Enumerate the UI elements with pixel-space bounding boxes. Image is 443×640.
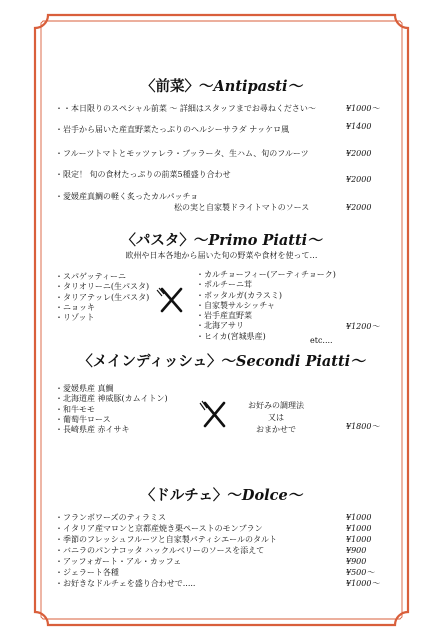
pasta-shapes-list — [55, 272, 149, 323]
dolce-item-1: ・フランボワーズのティラミス — [55, 513, 166, 522]
antipasti-item-3: ・フルーツトマトとモッツァレラ・ブッラータ、生ハム、旬のフルーツ — [55, 149, 309, 158]
pasta-ingredient: ・カルチョーフィー(アーティチョーク) — [196, 270, 336, 279]
antipasti-price-5: ¥2000 — [346, 203, 372, 212]
dolce-item-5: ・アッフォガート・アル・カッフェ — [55, 557, 182, 566]
pasta-ingredient: ・ボッタルガ(カラスミ) — [196, 290, 283, 300]
antipasti-item-2: ・岩手から届いた産直野菜たっぷりのヘルシーサラダ ナッケロ風 — [55, 125, 290, 134]
dolce-price-7: ¥1000～ — [346, 579, 380, 588]
dolce-item-7: ・お好きなドルチェを盛り合わせで..... — [55, 579, 196, 588]
pasta-price: ¥1200～ — [346, 322, 380, 331]
pasta-shape: ・タリアテッレ(生パスタ) — [55, 292, 150, 302]
secondi-price: ¥1800～ — [346, 422, 380, 431]
dolce-price-2: ¥1000 — [346, 524, 372, 533]
antipasti-price-2: ¥1400 — [346, 122, 372, 131]
secondi-heading: 〈メインディッシュ〉～Secondi Piatti～ — [78, 353, 365, 370]
pasta-ingredient: ・自家製サルシッチャ — [196, 300, 275, 310]
pasta-subtitle: 欧州や日本各地から届いた旬の野菜や食材を使って… — [125, 251, 318, 260]
antipasti-price-4: ¥2000 — [346, 175, 372, 184]
secondi-list — [55, 384, 168, 435]
dolce-price-4: ¥900 — [346, 546, 367, 555]
secondi-item: ・和牛モモ — [55, 404, 95, 414]
antipasti-item-5-sub: 松の実と自家製ドライトマトのソース — [174, 203, 310, 212]
antipasti-price-1: ¥1000～ — [346, 104, 380, 113]
antipasti-item-5: ・愛媛産真鯛の軽く炙ったカルパッチョ — [55, 192, 199, 201]
pasta-etc: etc.... — [310, 336, 333, 345]
pasta-ingredient: ・岩手産直野菜 — [196, 311, 252, 321]
pasta-shape: ・タリオリーニ(生パスタ) — [55, 282, 150, 292]
pasta-ingredient: ・ポルチーニ茸 — [196, 280, 252, 290]
dolce-item-3: ・季節のフレッシュフルーツと自家製パティシエールのタルト — [55, 535, 277, 544]
dolce-price-6: ¥500～ — [346, 568, 375, 577]
secondi-item: ・北海道産 神威豚(カムイトン) — [55, 394, 168, 404]
secondi-item: ・長崎県産 赤イサキ — [55, 425, 130, 435]
dolce-price-3: ¥1000 — [346, 535, 372, 544]
antipasti-item-1: ・・本日限りのスペシャル前菜 ～ 詳細はスタッフまでお尋ねください～ — [55, 104, 316, 113]
pasta-heading: 〈パスタ〉～Primo Piatti～ — [121, 232, 322, 249]
pasta-ingredients-list — [196, 270, 336, 342]
dolce-price-5: ¥900 — [346, 557, 367, 566]
pasta-shape: ・スパゲッティーニ — [55, 272, 127, 281]
fork-knife-icon — [199, 400, 229, 428]
dolce-price-1: ¥1000 — [346, 513, 372, 522]
dolce-heading: 〈ドルチェ〉～Dolce～ — [140, 487, 303, 504]
pasta-shape: ・リゾット — [55, 313, 95, 323]
dolce-item-6: ・ジェラート各種 — [55, 568, 119, 577]
secondi-cooking-note: お好みの調理法 又は おまかせで — [248, 401, 304, 434]
pasta-ingredient: ・北海アサリ — [196, 321, 244, 331]
secondi-item: ・愛媛県産 真鯛 — [55, 384, 114, 393]
dolce-item-4: ・バニラのパンナコッタ ハックルベリーのソースを添えて — [55, 546, 265, 555]
antipasti-price-3: ¥2000 — [346, 149, 372, 158]
dolce-item-2: ・イタリア産マロンと京都産焼き栗ペーストのモンブラン — [55, 524, 263, 533]
antipasti-item-4: ・限定！ 旬の食材たっぷりの前菜5種盛り合わせ — [55, 170, 231, 179]
pasta-ingredient: ・ヒイカ(宮城県産) — [196, 331, 266, 341]
pasta-shape: ・ニョッキ — [55, 302, 95, 312]
antipasti-heading: 〈前菜〉～Antipasti～ — [141, 78, 302, 95]
fork-knife-icon — [156, 287, 186, 313]
secondi-item: ・葡萄牛ロース — [55, 414, 111, 424]
